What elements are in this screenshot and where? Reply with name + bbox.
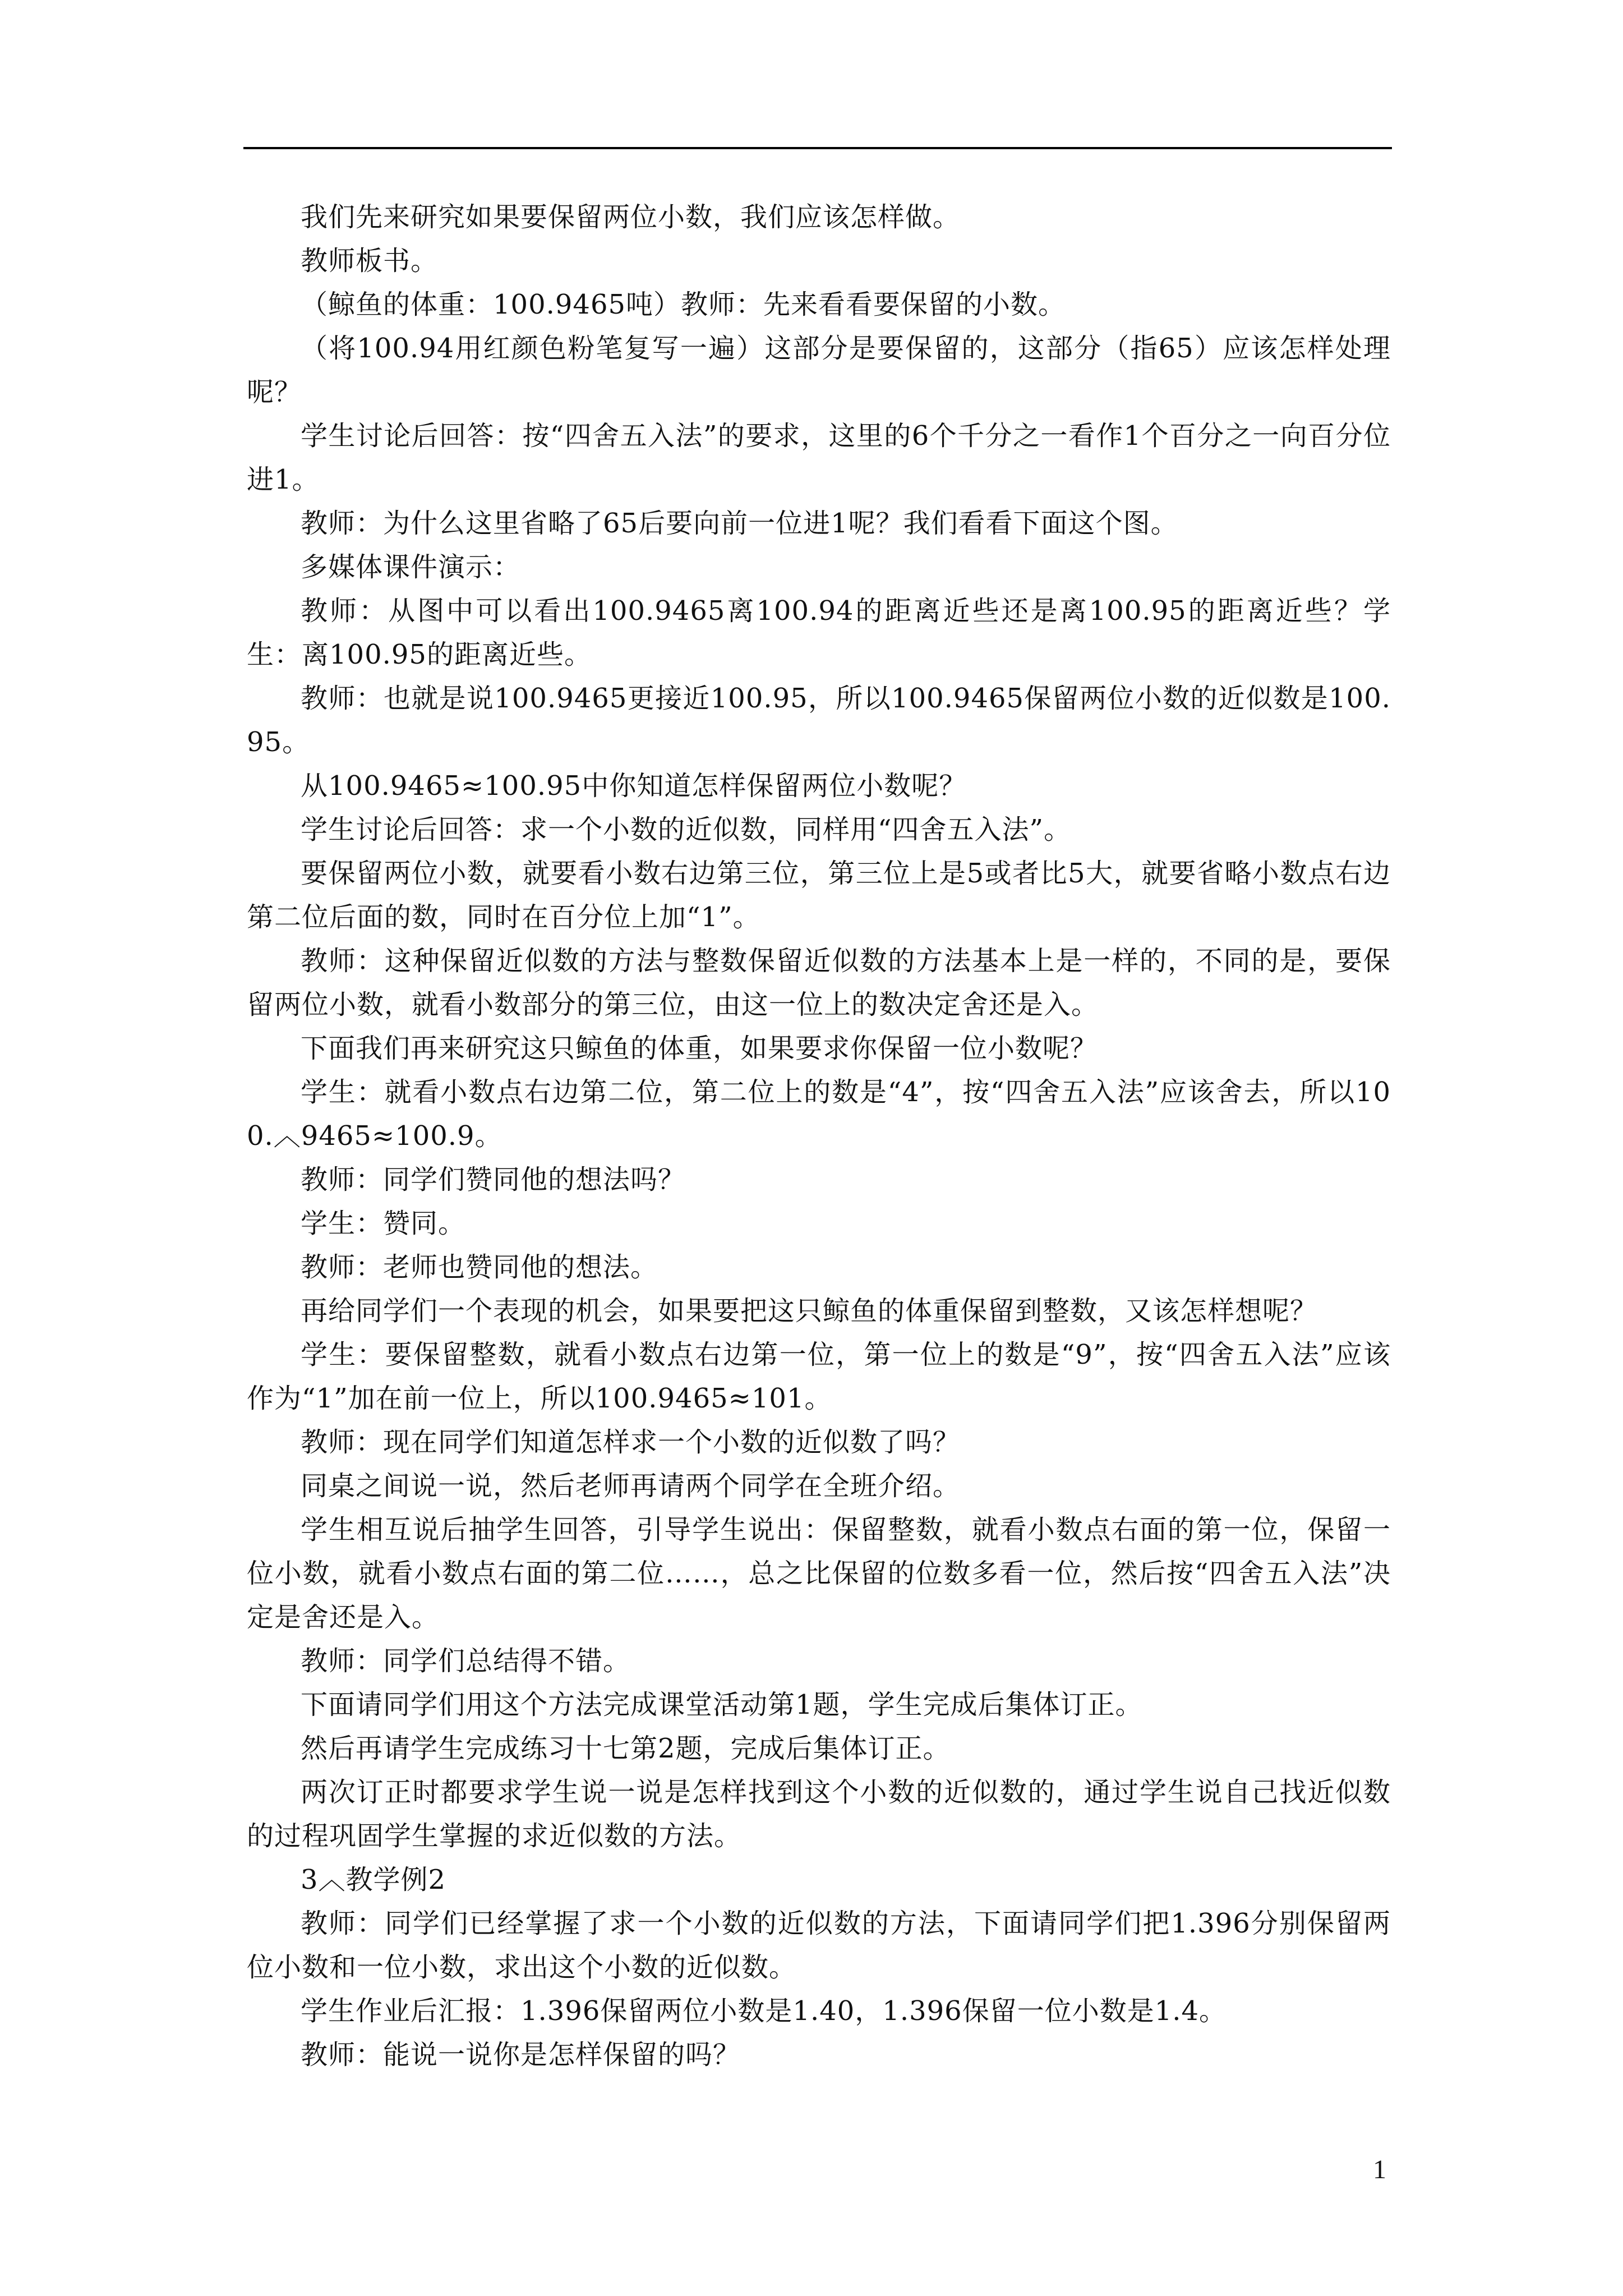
paragraph: 学生作业后汇报：1.396保留两位小数是1.40，1.396保留一位小数是1.4。 (301, 1995, 1227, 2027)
paragraph: 我们先来研究如果要保留两位小数，我们应该怎样做。 (301, 201, 961, 233)
paragraph: 教师：这种保留近似数的方法与整数保留近似数的方法基本上是一样的，不同的是，要保留两位小数，就看小数部分的第三位，由这一位上的数决定舍还是入。 (247, 945, 1391, 1020)
header-rule (243, 147, 1392, 149)
paragraph: 教师：为什么这里省略了65后要向前一位进1呢？我们看看下面这个图。 (301, 508, 1178, 539)
paragraph: 学生讨论后回答：按“四舍五入法”的要求，这里的6个千分之一看作1个百分之一向百分位进1。 (247, 420, 1391, 495)
paragraph: 教师：老师也赞同他的想法。 (301, 1251, 658, 1283)
paragraph: 学生相互说后抽学生回答，引导学生说出：保留整数，就看小数点右面的第一位，保留一位小数，就看小数点右面的第二位……，总之比保留的位数多看一位，然后按“四舍五入法”决定是舍还是入。 (247, 1514, 1391, 1633)
paragraph: 学生：要保留整数，就看小数点右边第一位，第一位上的数是“9”，按“四舍五入法”应该作为“1”加在前一位上，所以100.9465≈101。 (247, 1339, 1391, 1414)
paragraph: 教师：也就是说100.9465更接近100.95，所以100.9465保留两位小数的近似数是100.95。 (247, 683, 1391, 758)
paragraph: 教师：从图中可以看出100.9465离100.94的距离近些还是离100.95的距离近些？学生：离100.95的距离近些。 (247, 595, 1391, 670)
paragraph: 教师：同学们赞同他的想法吗？ (301, 1164, 686, 1195)
paragraph: 下面我们再来研究这只鲸鱼的体重，如果要求你保留一位小数呢？ (301, 1033, 1098, 1064)
paragraph: 然后再请学生完成练习十七第2题，完成后集体订正。 (301, 1733, 951, 1764)
paragraph: 下面请同学们用这个方法完成课堂活动第1题，学生完成后集体订正。 (301, 1689, 1143, 1720)
paragraph: 再给同学们一个表现的机会，如果要把这只鲸鱼的体重保留到整数，又该怎样想呢？ (301, 1295, 1318, 1327)
paragraph: 多媒体课件演示： (301, 551, 521, 583)
paragraph: 3︿教学例2 (301, 1864, 446, 1895)
paragraph: 教师板书。 (301, 245, 439, 277)
paragraph: 学生：赞同。 (301, 1208, 466, 1239)
paragraph: 教师：同学们总结得不错。 (301, 1645, 631, 1677)
document-body (247, 195, 1391, 2077)
page-number: 1 (1373, 2155, 1386, 2184)
paragraph: 教师：现在同学们知道怎样求一个小数的近似数了吗？ (301, 1427, 961, 1458)
paragraph: （将100.94用红颜色粉笔复写一遍）这部分是要保留的，这部分（指65）应该怎样处理呢？ (247, 333, 1391, 408)
paragraph: 教师：能说一说你是怎样保留的吗？ (301, 2039, 741, 2070)
paragraph: 要保留两位小数，就要看小数右边第三位，第三位上是5或者比5大，就要省略小数点右边第二位后面的数，同时在百分位上加“1”。 (247, 858, 1391, 933)
paragraph: 同桌之间说一说，然后老师再请两个同学在全班介绍。 (301, 1470, 961, 1502)
paragraph: 两次订正时都要求学生说一说是怎样找到这个小数的近似数的，通过学生说自己找近似数的过程巩固学生掌握的求近似数的方法。 (247, 1777, 1391, 1852)
paragraph: 学生讨论后回答：求一个小数的近似数，同样用“四舍五入法”。 (301, 814, 1072, 845)
paragraph: 从100.9465≈100.95中你知道怎样保留两位小数呢？ (301, 770, 967, 802)
paragraph: （鲸鱼的体重：100.9465吨）教师：先来看看要保留的小数。 (301, 289, 1066, 320)
paragraph: 教师：同学们已经掌握了求一个小数的近似数的方法，下面请同学们把1.396分别保留两位小数和一位小数，求出这个小数的近似数。 (247, 1908, 1391, 1983)
paragraph: 学生：就看小数点右边第二位，第二位上的数是“4”，按“四舍五入法”应该舍去，所以100.︿9465≈100.9。 (247, 1076, 1391, 1152)
